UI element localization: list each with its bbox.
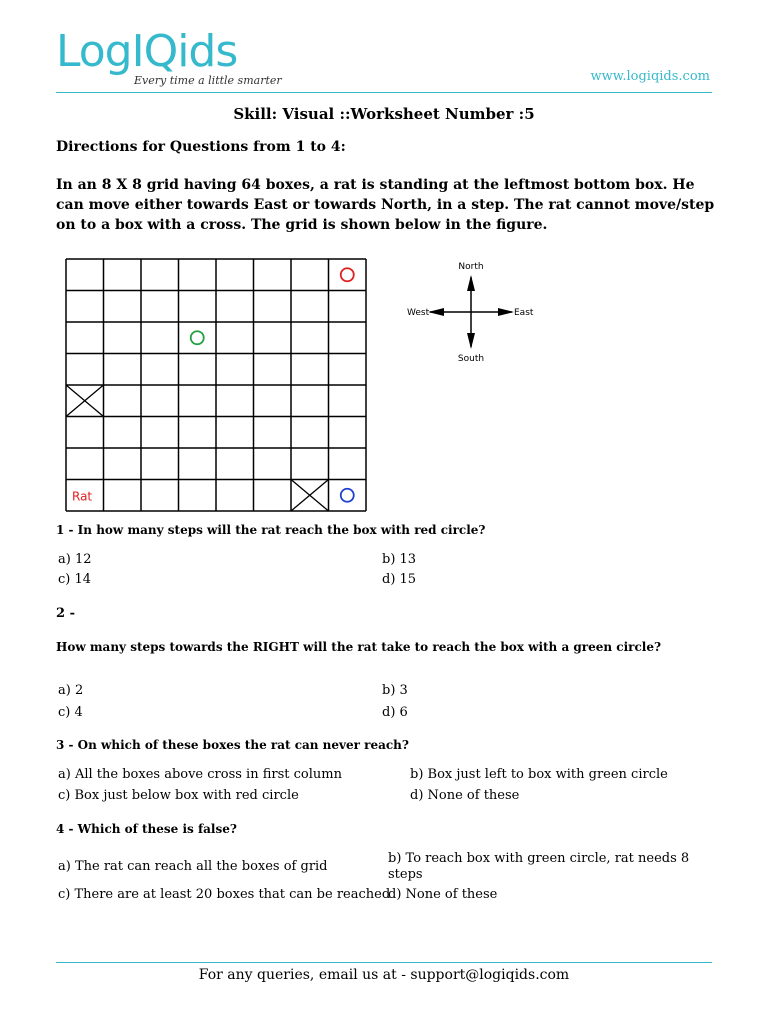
circle-marker (341, 268, 354, 281)
worksheet-title: Skill: Visual ::Worksheet Number :5 (233, 105, 535, 123)
logo: LogIQids (56, 26, 238, 77)
q4-option-c[interactable]: c) There are at least 20 boxes that can be reached (58, 887, 391, 902)
question-3-text: 3 - On which of these boxes the rat can never reach? (56, 738, 409, 752)
q3-option-a[interactable]: a) All the boxes above cross in first column (58, 767, 342, 782)
q1-option-d[interactable]: d) 15 (382, 572, 417, 587)
directions-heading: Directions for Questions from 1 to 4: (56, 139, 346, 155)
east-arrow-icon (498, 308, 514, 316)
q3-option-d[interactable]: d) None of these (410, 788, 520, 803)
footer-divider (56, 962, 712, 963)
grid-marks (66, 268, 354, 511)
q2-option-c[interactable]: c) 4 (58, 705, 83, 720)
header-divider (56, 92, 712, 93)
question-2-text: How many steps towards the RIGHT will the rat take to reach the box with a green circle? (56, 640, 662, 654)
footer-contact: For any queries, email us at - support@logiqids.com (198, 967, 570, 983)
website-link[interactable]: www.logiqids.com (590, 69, 710, 84)
west-arrow-icon (428, 308, 444, 316)
q4-option-a[interactable]: a) The rat can reach all the boxes of grid (58, 859, 328, 874)
q1-option-c[interactable]: c) 14 (58, 572, 92, 587)
question-2-number: 2 - (56, 606, 75, 621)
question-1-text: 1 - In how many steps will the rat reach the box with red circle? (56, 523, 486, 537)
west-label: West (407, 308, 430, 318)
q4-option-d[interactable]: d) None of these (388, 887, 498, 902)
q2-option-d[interactable]: d) 6 (382, 705, 408, 720)
compass-figure (400, 255, 540, 367)
rat-grid-figure (64, 257, 370, 513)
circle-marker (341, 489, 354, 502)
q3-option-c[interactable]: c) Box just below box with red circle (58, 788, 299, 803)
q1-option-b[interactable]: b) 13 (382, 552, 417, 567)
grid-lines (66, 259, 366, 511)
q2-option-b[interactable]: b) 3 (382, 683, 408, 698)
south-label: South (457, 354, 485, 364)
circle-marker (191, 331, 204, 344)
q2-option-a[interactable]: a) 2 (58, 683, 84, 698)
intro-paragraph: In an 8 X 8 grid having 64 boxes, a rat is standing at the leftmost bottom box. He can move either towards East or towards North, in a step. The rat cannot move/step on to a box with a cross. The grid is shown below in the figure. (56, 177, 715, 233)
question-4-text: 4 - Which of these is false? (56, 822, 237, 836)
q1-option-a[interactable]: a) 12 (58, 552, 92, 567)
rat-label: Rat (72, 489, 93, 504)
logo-tagline: Every time a little smarter (134, 74, 282, 87)
north-arrow-icon (467, 275, 475, 291)
q4-option-b[interactable]: b) To reach box with green circle, rat needs 8 steps (388, 851, 690, 882)
q3-option-b[interactable]: b) Box just left to box with green circle (410, 767, 668, 782)
north-label: North (458, 262, 484, 272)
south-arrow-icon (467, 333, 475, 349)
east-label: East (514, 308, 534, 318)
